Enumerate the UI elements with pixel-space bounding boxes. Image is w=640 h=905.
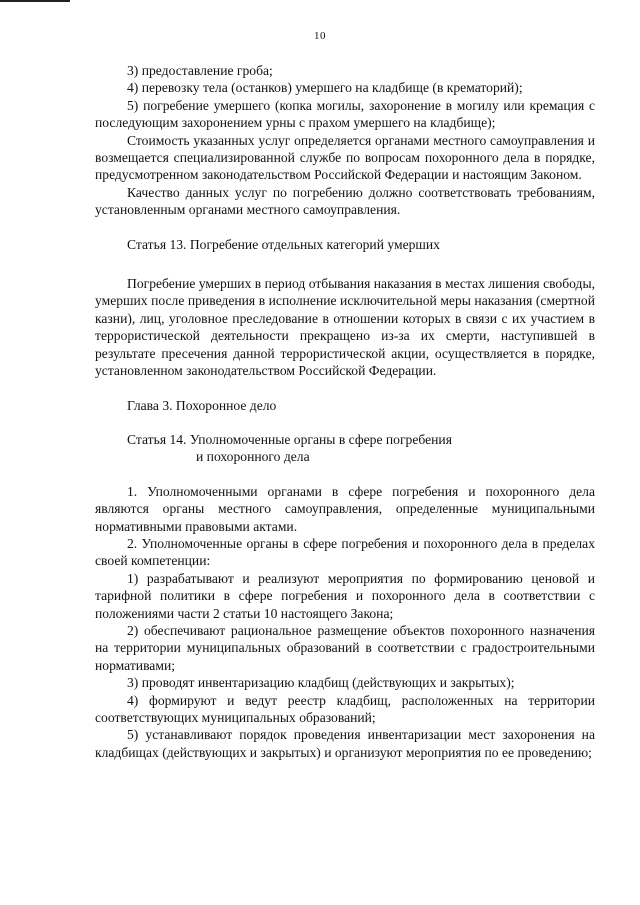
paragraph-inventory-procedure: 5) устанавливают порядок проведения инвентаризации мест захоронения на кладбищах (действующих и закрытых) и организуют мероприятия по ее проведению; xyxy=(95,727,595,760)
paragraph-quality: Качество данных услуг по погребению должно соответствовать требованиям, установленным органами местного самоуправления. xyxy=(95,184,595,218)
paragraph-competence: 2. Уполномоченные органы в сфере погребения и похоронного дела в пределах своей компетенции: xyxy=(95,535,595,569)
spacer xyxy=(95,253,595,275)
article-14-title-line2: и похоронного дела xyxy=(196,449,310,465)
paragraph-registry: 4) формируют и ведут реестр кладбищ, расположенных на территории соответствующих муниципальных образований; xyxy=(95,692,595,725)
top-edge-line xyxy=(0,0,70,2)
paragraph-authorized-bodies: 1. Уполномоченными органами в сфере погребения и похоронного дела являются органы местного самоуправления, определенные муниципальными нормативными правовыми актами. xyxy=(95,483,595,534)
paragraph-inventory: 3) проводят инвентаризацию кладбищ (действующих и закрытых); xyxy=(127,675,515,691)
spacer xyxy=(95,466,595,483)
document-body xyxy=(95,62,595,761)
article-14-title-line1: Статья 14. Уполномоченные органы в сфере погребения xyxy=(127,431,452,447)
chapter-3-title: Глава 3. Похоронное дело xyxy=(127,397,277,413)
article-13-title: Статья 13. Погребение отдельных категорий умерших xyxy=(127,236,440,252)
paragraph-cost: Стоимость указанных услуг определяется органами местного самоуправления и возмещается специализированной службе по вопросам похоронного дела в порядке, предусмотренном законодательством Российской Федерации и настоящим Законом. xyxy=(95,132,595,183)
spacer xyxy=(95,219,595,236)
paragraph-transport: 4) перевозку тела (останков) умершего на кладбище (в крематорий); xyxy=(127,80,523,96)
paragraph-coffin: 3) предоставление гроба; xyxy=(127,63,273,78)
page-number: 10 xyxy=(314,30,326,42)
paragraph-pricing-policy: 1) разрабатывают и реализуют мероприятия по формированию ценовой и тарифной политики в сфере погребения и похоронного дела в соответствии с положениями части 2 статьи 10 настоящего Закона; xyxy=(95,570,595,621)
paragraph-burial: 5) погребение умершего (копка могилы, захоронение в могилу или кремация с последующим захоронением урны с прахом умершего на кладбище); xyxy=(95,97,595,131)
paragraph-placement: 2) обеспечивают рациональное размещение объектов похоронного назначения на территории муниципальных образований в соответствии с градостроительными нормативами; xyxy=(95,622,595,673)
paragraph-special-categories: Погребение умерших в период отбывания наказания в местах лишения свободы, умерших после приведения в исполнение исключительной меры наказания (смертной казни), лиц, уголовное преследование в отношении которых в связи с их участием в террористической деятельности прекращено из-за их смерти, наступившей в результате пресечения данной террористической акции, осуществляется в порядке, установленном законодательством Российской Федерации. xyxy=(95,276,595,379)
spacer xyxy=(95,380,595,397)
spacer xyxy=(95,414,595,431)
